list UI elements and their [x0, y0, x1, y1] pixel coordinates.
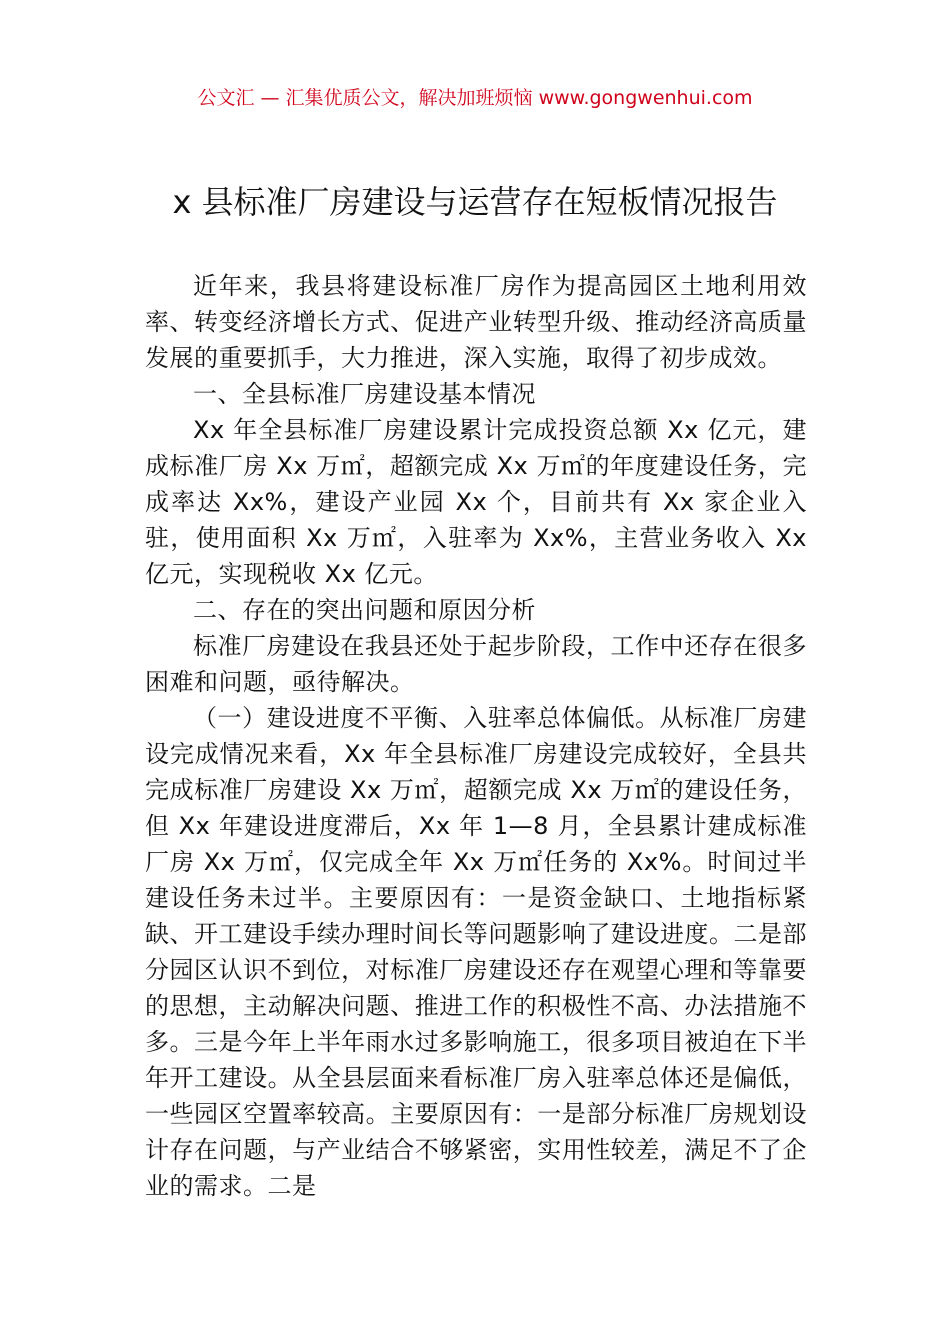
intro-paragraph: 近年来，我县将建设标准厂房作为提高园区土地利用效率、转变经济增长方式、促进产业转型升级、推动经济高质量发展的重要抓手，大力推进，深入实施，取得了初步成效。 [145, 272, 807, 372]
section-2-intro-paragraph: 标准厂房建设在我县还处于起步阶段，工作中还存在很多困难和问题，亟待解决。 [145, 632, 807, 696]
section-heading-1: 一、全县标准厂房建设基本情况 [193, 380, 536, 408]
section-1-paragraph: Xx 年全县标准厂房建设累计完成投资总额 Xx 亿元，建成标准厂房 Xx 万㎡，超额完成 Xx 万㎡的年度建设任务，完成率达 Xx%，建设产业园 Xx 个，目前共有 Xx 家企业入驻，使用面积 Xx 万㎡，入驻率为 Xx%，主营业务收入 Xx 亿元，实现税收 Xx 亿元。 [145, 416, 807, 588]
document-body [145, 268, 807, 1204]
site-banner[interactable]: 公文汇 — 汇集优质公文，解决加班烦恼 www.gongwenhui.com [197, 87, 753, 109]
section-heading-2: 二、存在的突出问题和原因分析 [193, 596, 536, 624]
document-title: x 县标准厂房建设与运营存在短板情况报告 [172, 183, 778, 221]
section-2-item-1-paragraph: （一）建设进度不平衡、入驻率总体偏低。从标准厂房建设完成情况来看，Xx 年全县标准厂房建设完成较好，全县共完成标准厂房建设 Xx 万㎡，超额完成 Xx 万㎡的建设任务，但 Xx 年建设进度滞后，Xx 年 1—8 月，全县累计建成标准厂房 Xx 万㎡，仅完成全年 Xx 万㎡任务的 Xx%。时间过半建设任务未过半。主要原因有：一是资金缺口、土地指标紧缺、开工建设手续办理时间长等问题影响了建设进度。二是部分园区认识不到位，对标准厂房建设还存在观望心理和等靠要的思想，主动解决问题、推进工作的积极性不高、办法措施不多。三是今年上半年雨水过多影响施工，很多项目被迫在下半年开工建设。从全县层面来看标准厂房入驻率总体还是偏低，一些园区空置率较高。主要原因有：一是部分标准厂房规划设计存在问题，与产业结合不够紧密，实用性较差，满足不了企业的需求。二是 [145, 704, 807, 1200]
